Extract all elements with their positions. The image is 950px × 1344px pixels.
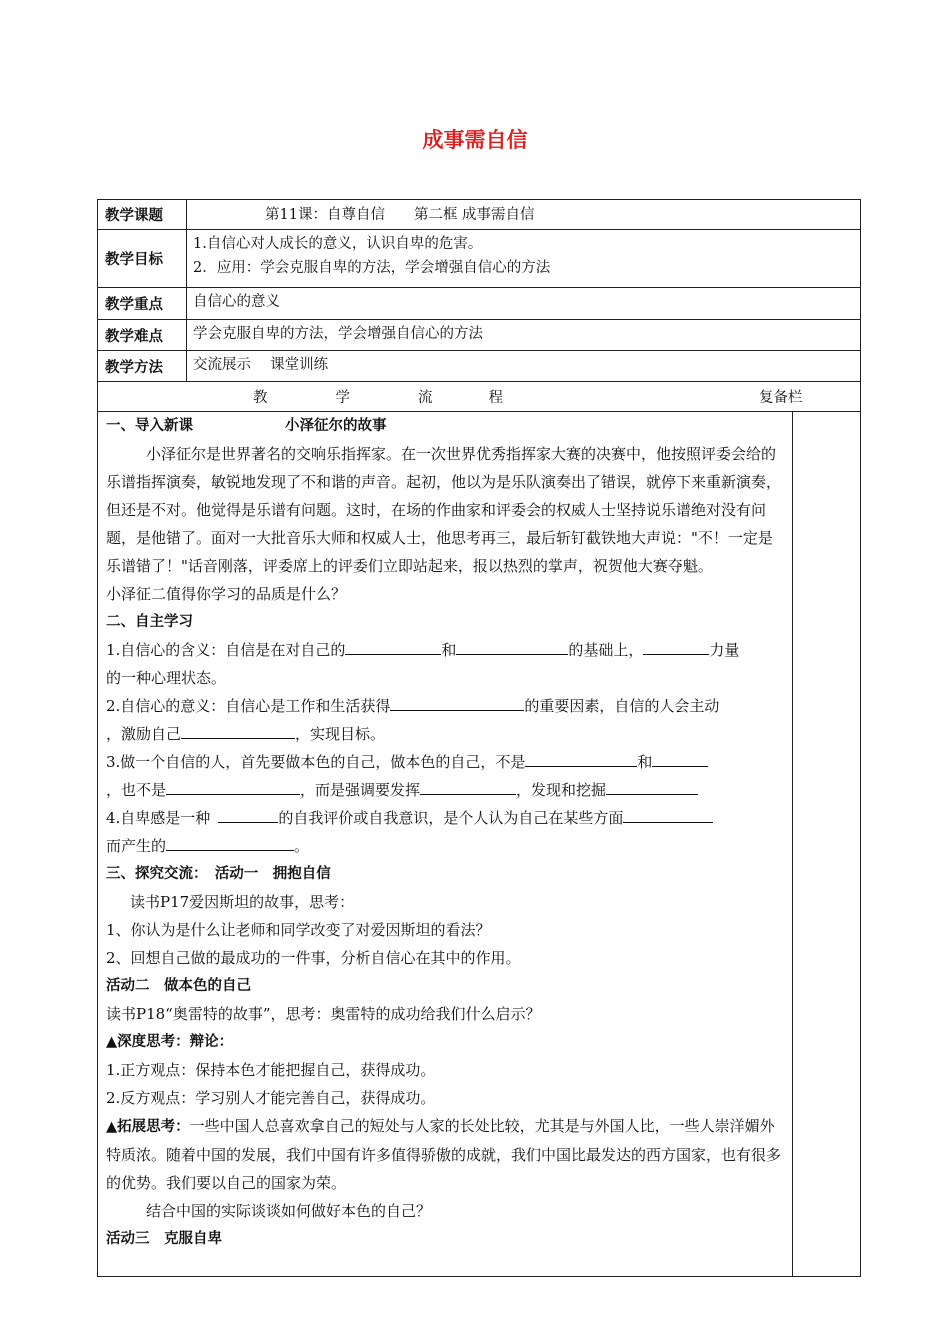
activity1-read: 读书P17爱因斯坦的故事，思考： <box>130 893 355 911</box>
flow-char-2: 学 <box>335 390 350 406</box>
flow-content <box>98 412 793 1277</box>
debate-con: 2.反方观点：学习别人才能完善自己，获得成功。 <box>106 1089 436 1107</box>
focus-label: 教学重点 <box>98 288 187 320</box>
fill-item-3: 3.做一个自信的人，首先要做本色的自己，做本色的自己，不是 和 <box>106 748 784 776</box>
topic-value: 第11课：自尊自信 第二框 成事需自信 <box>187 200 861 230</box>
story-subtitle: 小泽征尔的故事 <box>285 418 387 434</box>
difficulty-value: 学会克服自卑的方法，学会增强自信心的方法 <box>187 320 861 351</box>
activity2-read: 读书P18“奥雷特的故事”，思考：奥雷特的成功给我们什么启示？ <box>106 1005 541 1023</box>
fill-item-4: 4.自卑感是一种 的自我评价或自我意识，是个人认为自己在某些方面 <box>106 804 784 832</box>
activity1-q2: 2、回想自己做的最成功的一件事，分析自信心在其中的作用。 <box>106 949 521 967</box>
topic-label: 教学课题 <box>98 200 187 230</box>
story-question: 小泽征二值得你学习的品质是什么？ <box>106 585 347 603</box>
fill-item-3-cont: ，也不是 ，而是强调要发挥 ，发现和挖掘 <box>106 776 784 804</box>
method-label: 教学方法 <box>98 351 187 382</box>
section3-heading: 三、探究交流： 活动一 拥抱自信 <box>106 866 331 882</box>
fill-item-1-cont: 的一种心理状态。 <box>106 669 227 687</box>
difficulty-label: 教学难点 <box>98 320 187 351</box>
flow-char-4: 程 <box>488 390 503 406</box>
activity2-heading: 活动二 做本色的自己 <box>106 978 251 994</box>
flow-char-3: 流 <box>418 390 433 406</box>
flow-char-1: 教 <box>253 390 268 406</box>
row-content <box>98 412 861 1277</box>
story-paragraph: 小泽征尔是世界著名的交响乐指挥家。在一次世界优秀指挥家大赛的决赛中，他按照评委会给的乐谱指挥演奏，敏锐地发现了不和谐的声音。起初，他以为是乐队演奏出了错误，就停下来重新演奏，但还是不对。他觉得是乐谱有问题。这时，在场的作曲家和评委会的权威人士坚持说乐谱绝对没有问题，是他错了。面对一大批音乐大师和权威人士，他思考再三，最后斩钉截铁地大声说："不！一定是乐谱错了！"话音刚落，评委席上的评委们立即站起来，报以热烈的掌声，祝贺他大赛夺魁。 <box>106 445 782 575</box>
fill-item-2: 2.自信心的意义：自信心是工作和生活获得 的重要因素，自信的人会主动 <box>106 692 784 720</box>
extended-thinking: ▲拓展思考：一些中国人总喜欢拿自己的短处与人家的长处比较，尤其是与外国人比，一些人崇洋媚外特质浓。随着中国的发展，我们中国有许多值得骄傲的成就，我们中国比最发达的西方国家，也有很多的优势。我们要以自己的国家为荣。 <box>106 1117 782 1192</box>
focus-value: 自信心的意义 <box>187 288 861 320</box>
row-difficulty <box>98 320 861 351</box>
goal-line-1: 1.自信心对人成长的意义，认识自卑的危害。 <box>193 236 483 252</box>
goal-label: 教学目标 <box>98 230 187 288</box>
section1-heading: 一、导入新课 小泽征尔的故事 <box>106 418 387 434</box>
fill-item-4-cont: 而产生的 。 <box>106 832 784 860</box>
method-value: 交流展示 课堂训练 <box>187 351 861 382</box>
debate-pro: 1.正方观点：保持本色才能把握自己，获得成功。 <box>106 1061 436 1079</box>
activity1-q1: 1、你认为是什么让老师和同学改变了对爱因斯坦的看法？ <box>106 921 491 939</box>
row-goal <box>98 230 861 288</box>
page-title: 成事需自信 <box>422 128 528 152</box>
lesson-plan-table <box>97 199 861 1277</box>
goal-line-2: 2．应用：学会克服自卑的方法，学会增强自信心的方法 <box>193 260 551 276</box>
activity3-heading: 活动三 克服自卑 <box>106 1231 222 1247</box>
goal-value <box>187 230 861 288</box>
deep-thinking-heading: ▲深度思考：辩论： <box>106 1034 234 1050</box>
flow-header <box>98 382 861 412</box>
review-column <box>793 412 861 1277</box>
row-topic <box>98 200 861 230</box>
row-flow-header <box>98 382 861 412</box>
fill-item-2-cont: ，激励自己 ，实现目标。 <box>106 720 784 748</box>
combine-question: 结合中国的实际谈谈如何做好本色的自己？ <box>146 1202 432 1220</box>
row-focus <box>98 288 861 320</box>
row-method <box>98 351 861 382</box>
fill-item-1: 1.自信心的含义：自信是在对自己的 和 的基础上， 力量 <box>106 636 784 664</box>
review-column-label: 复备栏 <box>759 390 803 406</box>
section2-heading: 二、自主学习 <box>106 614 193 630</box>
